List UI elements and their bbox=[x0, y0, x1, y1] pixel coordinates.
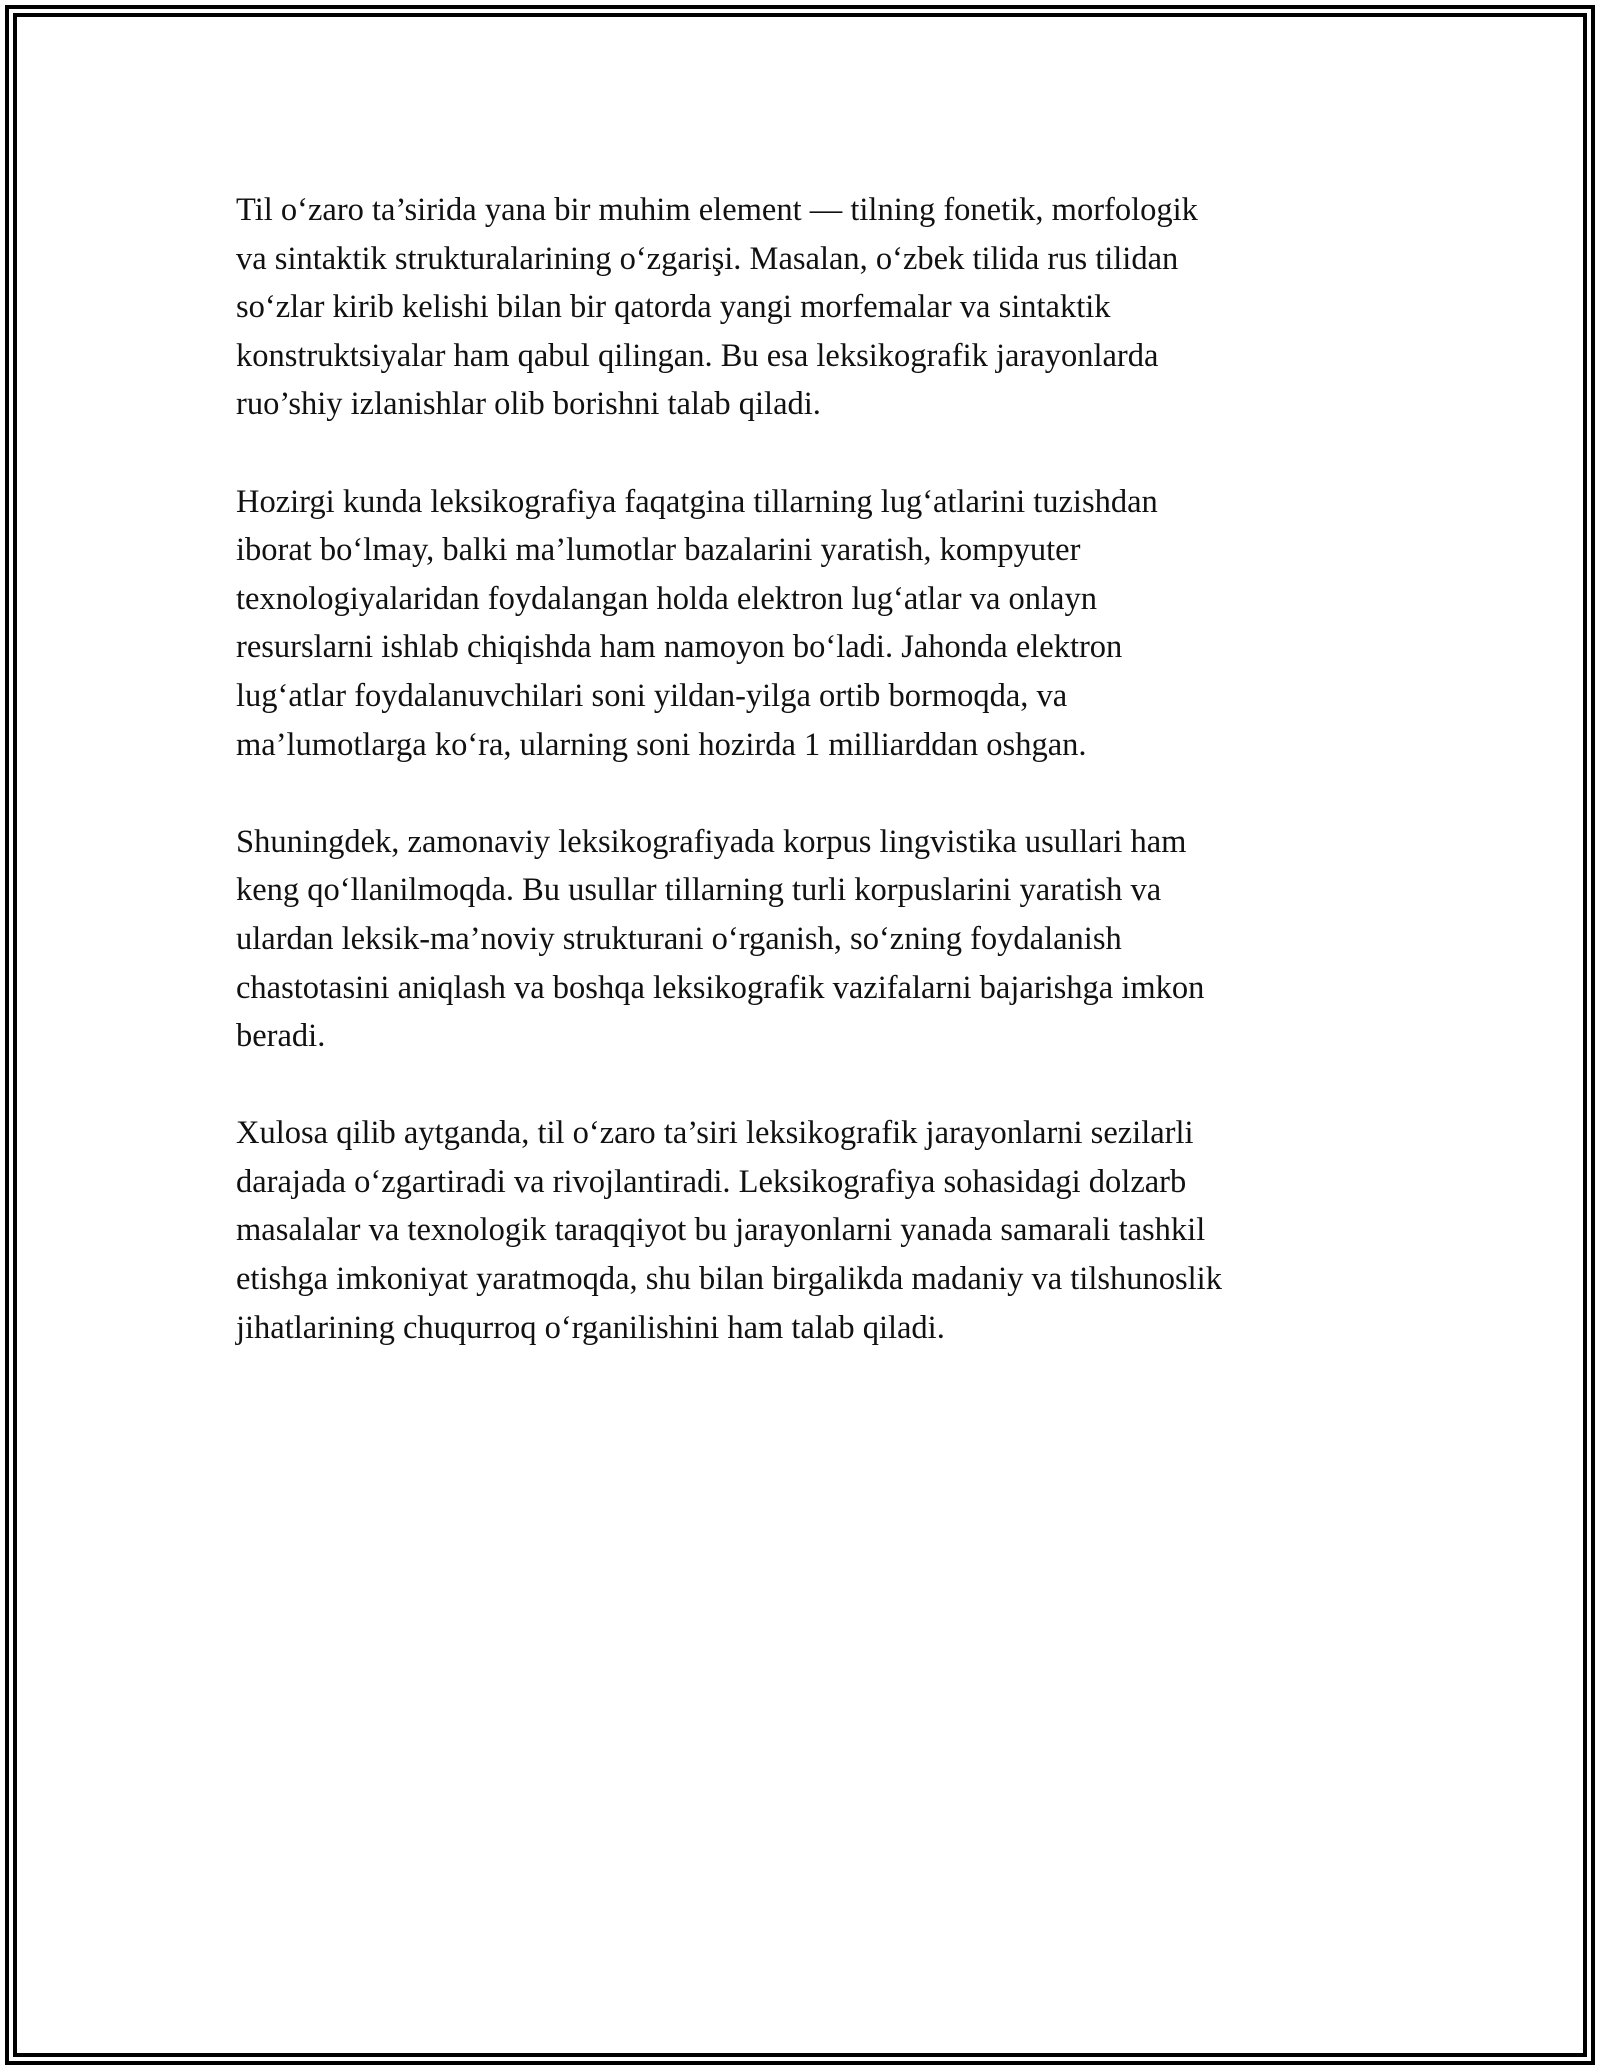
paragraph-2: Hozirgi kunda leksikografiya faqatgina tillarning lug‘atlarini tuzishdan iborat bo‘lmay, balki ma’lumotlar bazalarini yaratish, kompyuter texnologiyalaridan foydalangan holda elektron lug‘atlar va onlayn resurslarni ishlab chiqishda ham namoyon bo‘ladi. Jahonda elektron lug‘atlar foydalanuvchilari soni yildan-yilga ortib bormoqda, va ma’lumotlarga ko‘ra, ularning soni hozirda 1 milliarddan oshgan. bbox=[236, 483, 1158, 763]
paragraph-4: Xulosa qilib aytganda, til o‘zaro ta’siri leksikografik jarayonlarni sezilarli darajada o‘zgartiradi va rivojlantiradi. Leksikografiya sohasidagi dolzarb masalalar va texnologik taraqqiyot bu jarayonlarni yanada samarali tashkil etishga imkoniyat yaratmoqda, shu bilan birgalikda madaniy va tilshunoslik jihatlarining chuqurroq o‘rganilishini ham talab qiladi. bbox=[236, 1115, 1222, 1346]
paragraph-3: Shuningdek, zamonaviy leksikografiyada korpus lingvistika usullari ham keng qo‘llanilmoqda. Bu usullar tillarning turli korpuslarini yaratish va ulardan leksik-ma’noviy strukturani o‘rganish, so‘zning foydalanish chastotasini aniqlash va boshqa leksikografik vazifalarni bajarishga imkon beradi. bbox=[236, 823, 1205, 1055]
paragraph-1: Til o‘zaro ta’sirida yana bir muhim element — tilning fonetik, morfologik va sintaktik strukturalarining o‘zgarişi. Masalan, o‘zbek tilida rus tilidan so‘zlar kirib kelishi bilan bir qatorda yangi morfemalar va sintaktik konstruktsiyalar ham qabul qilingan. Bu esa leksikografik jarayonlarda ruo’shiy izlanishlar olib borishni talab qiladi. bbox=[236, 192, 1198, 423]
document-body bbox=[236, 186, 1366, 1401]
